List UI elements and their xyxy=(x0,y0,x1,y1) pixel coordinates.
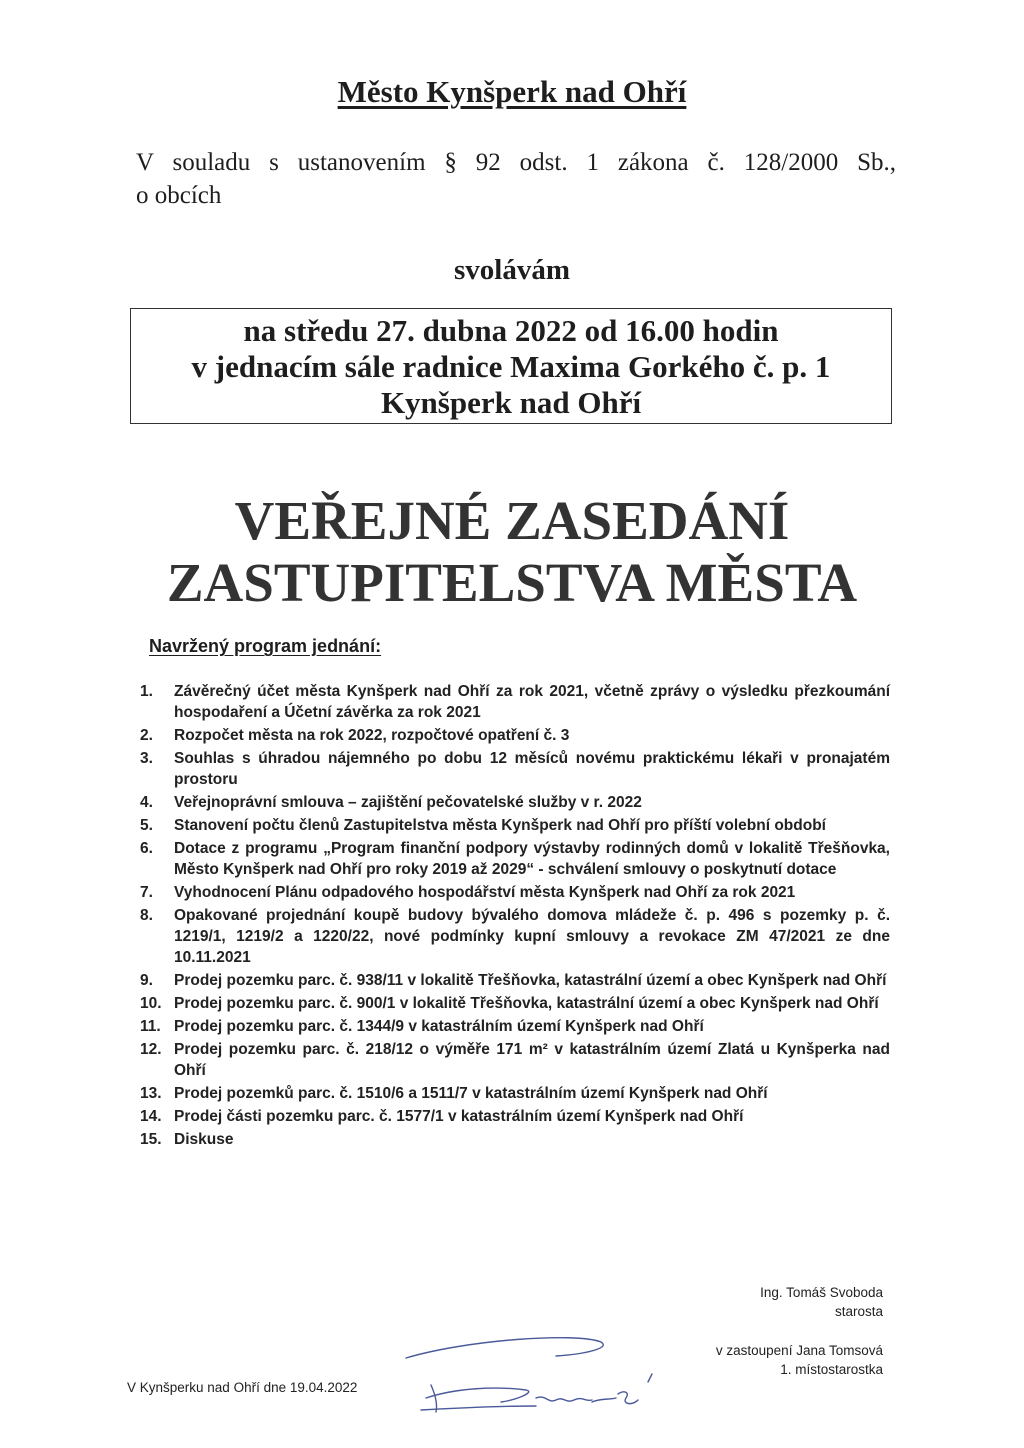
agenda-item-number: 9. xyxy=(140,972,153,989)
document-title xyxy=(0,490,1024,614)
agenda-item-text: Prodej pozemku parc. č. 938/11 v lokalitě Třešňovka, katastrální území a obec Kynšperk nad Ohří xyxy=(174,972,887,989)
agenda-item-text: Souhlas s úhradou nájemného po dobu 12 měsíců novému praktickému lékaři v pronajatém prostoru xyxy=(174,750,890,788)
agenda-item-number: 6. xyxy=(140,840,153,857)
signatory-role: starosta xyxy=(834,1304,883,1319)
agenda-item xyxy=(140,681,890,723)
signatory-name: Ing. Tomáš Svoboda xyxy=(760,1285,883,1300)
agenda-item xyxy=(140,905,890,968)
agenda-item-number: 13. xyxy=(140,1085,162,1102)
agenda-item xyxy=(140,1106,890,1127)
agenda-item-text: Prodej pozemků parc. č. 1510/6 a 1511/7 v katastrálním území Kynšperk nad Ohří xyxy=(174,1085,768,1102)
agenda-item xyxy=(140,838,890,880)
agenda-list xyxy=(140,681,890,1152)
agenda-item-text: Rozpočet města na rok 2022, rozpočtové opatření č. 3 xyxy=(174,727,570,744)
agenda-item xyxy=(140,815,890,836)
deputy-line-1: v zastoupení Jana Tomsová xyxy=(715,1343,883,1358)
meeting-box xyxy=(130,308,892,424)
agenda-item-text: Opakované projednání koupě budovy bývalého domova mládeže č. p. 496 s pozemky p. č. 1219/1, 1219/2 a 1220/22, nové podmínky kupní smlouvy a revokace ZM 47/2021 ze dne 10.11.2021 xyxy=(174,907,890,966)
agenda-item-number: 11. xyxy=(140,1018,161,1035)
meeting-venue: v jednacím sále radnice Maxima Gorkého č. p. 1 xyxy=(191,349,831,384)
agenda-item-number: 8. xyxy=(140,907,153,924)
intro-paragraph xyxy=(136,146,896,212)
agenda-item xyxy=(140,970,890,991)
agenda-item-text: Závěrečný účet města Kynšperk nad Ohří za rok 2021, včetně zprávy o výsledku přezkoumání hospodaření a Účetní závěrka za rok 2021 xyxy=(174,683,890,721)
intro-line-1: V souladu s ustanovením § 92 odst. 1 zákona č. 128/2000 Sb., xyxy=(136,149,896,176)
agenda-heading: Navržený program jednání: xyxy=(149,636,382,656)
place-and-date: V Kynšperku nad Ohří dne 19.04.2022 xyxy=(127,1380,358,1395)
agenda-item-text: Prodej části pozemku parc. č. 1577/1 v katastrálním území Kynšperk nad Ohří xyxy=(174,1108,744,1125)
agenda-item-text: Prodej pozemku parc. č. 218/12 o výměře 171 m² v katastrálním území Zlatá u Kynšperka nad Ohří xyxy=(174,1041,890,1079)
intro-line-2: o obcích xyxy=(136,182,222,209)
convene-label: svolávám xyxy=(454,254,570,286)
meeting-town: Kynšperk nad Ohří xyxy=(380,385,642,420)
agenda-item-text: Veřejnoprávní smlouva – zajištění pečovatelské služby v r. 2022 xyxy=(174,794,642,811)
agenda-item-text: Prodej pozemku parc. č. 900/1 v lokalitě Třešňovka, katastrální území a obec Kynšperk nad Ohří xyxy=(174,995,879,1012)
handwritten-signature xyxy=(386,1330,696,1420)
agenda-item-number: 2. xyxy=(140,727,153,744)
agenda-item-number: 3. xyxy=(140,750,153,767)
agenda-item xyxy=(140,1083,890,1104)
agenda-item-text: Stanovení počtu členů Zastupitelstva města Kynšperk nad Ohří pro příští volební období xyxy=(174,817,826,834)
agenda-item xyxy=(140,792,890,813)
title-line-2: ZASTUPITELSTVA MĚSTA xyxy=(166,552,858,613)
agenda-item-text: Diskuse xyxy=(174,1131,234,1148)
agenda-item xyxy=(140,748,890,790)
signatory-block xyxy=(760,1283,883,1321)
agenda-item xyxy=(140,725,890,746)
agenda-item-number: 12. xyxy=(140,1041,162,1058)
agenda-item-number: 10. xyxy=(140,995,162,1012)
deputy-block xyxy=(716,1341,883,1379)
agenda-item-number: 15. xyxy=(140,1131,162,1148)
meeting-date: na středu 27. dubna 2022 od 16.00 hodin xyxy=(243,313,779,348)
title-line-1: VEŘEJNÉ ZASEDÁNÍ xyxy=(234,490,790,551)
agenda-item xyxy=(140,1129,890,1150)
agenda-item-number: 5. xyxy=(140,817,153,834)
agenda-item xyxy=(140,1039,890,1081)
agenda-item-text: Vyhodnocení Plánu odpadového hospodářství města Kynšperk nad Ohří za rok 2021 xyxy=(174,884,796,901)
agenda-item-number: 1. xyxy=(140,683,153,700)
agenda-item xyxy=(140,993,890,1014)
agenda-item-number: 14. xyxy=(140,1108,162,1125)
heading: Město Kynšperk nad Ohří xyxy=(337,74,687,109)
deputy-line-2: 1. místostarostka xyxy=(780,1362,883,1377)
agenda-item xyxy=(140,882,890,903)
agenda-item xyxy=(140,1016,890,1037)
agenda-item-text: Dotace z programu „Program finanční podpory výstavby rodinných domů v lokalitě Třešňovka, Město Kynšperk nad Ohří pro roky 2019 až 2029“ - schválení smlouvy o poskytnutí dotace xyxy=(174,840,890,878)
agenda-item-text: Prodej pozemku parc. č. 1344/9 v katastrálním území Kynšperk nad Ohří xyxy=(174,1018,704,1035)
agenda-item-number: 7. xyxy=(140,884,153,901)
agenda-item-number: 4. xyxy=(140,794,153,811)
